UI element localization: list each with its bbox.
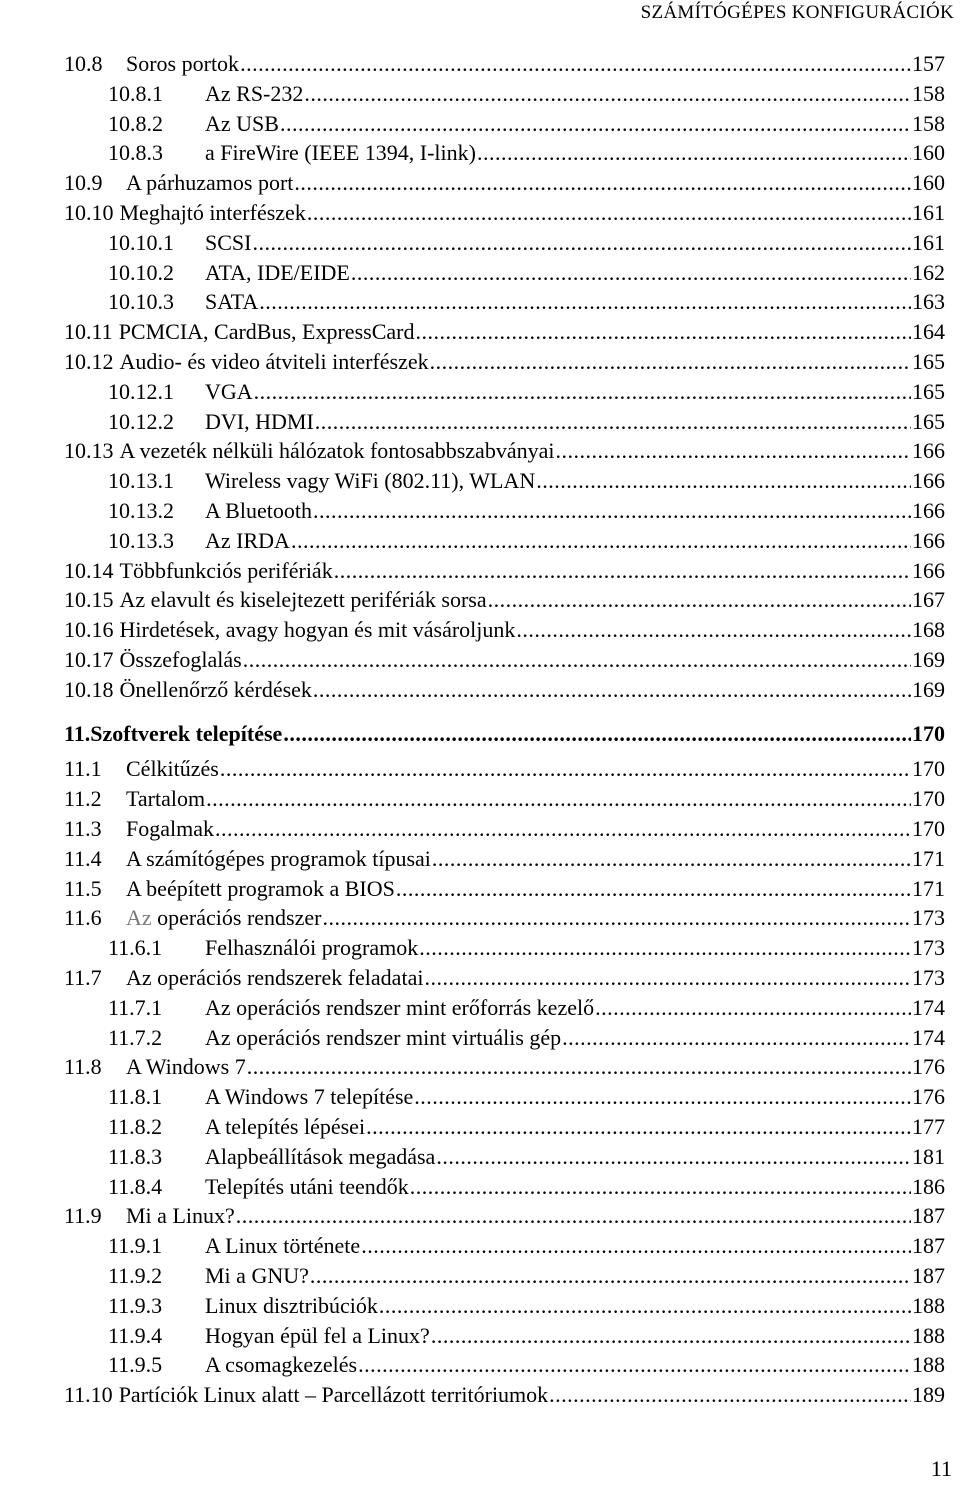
toc-number: 10.8	[64, 51, 103, 76]
running-header	[641, 2, 954, 24]
toc-page-number: 171	[912, 875, 945, 901]
toc-title: Mi a Linux?	[126, 1203, 235, 1229]
toc-number: 11.9.2	[108, 1263, 163, 1288]
toc-title	[126, 904, 321, 932]
toc-row[interactable]	[108, 139, 945, 167]
toc-row[interactable]	[108, 527, 945, 555]
toc-title-prefix: Az	[126, 905, 152, 931]
toc-title: A számítógépes programok típusai	[126, 845, 431, 871]
toc-leader-dots	[419, 934, 911, 962]
toc-number: 10.13.3	[108, 527, 174, 553]
toc-number: 11.8.3	[108, 1143, 163, 1169]
toc-page-number: 165	[912, 378, 945, 404]
toc-leader-dots	[358, 1351, 911, 1379]
toc-row[interactable]	[64, 1053, 945, 1081]
toc-row[interactable]	[108, 1113, 945, 1141]
toc-title: VGA	[205, 378, 253, 404]
toc-number: 11.7.1	[108, 994, 163, 1020]
toc-row[interactable]	[108, 378, 945, 406]
toc-title: A párhuzamos port	[126, 170, 294, 196]
toc-leader-dots	[310, 1262, 911, 1290]
toc-page-number: 158	[912, 80, 945, 106]
toc-page-number: 170	[912, 816, 945, 841]
toc-title: Wireless vagy WiFi (802.11), WLAN	[205, 468, 536, 494]
toc-title-text: operációs rendszer	[151, 905, 322, 931]
page-number: 11	[930, 1456, 952, 1481]
toc-page-number: 181	[912, 1143, 945, 1169]
toc-page-number: 189	[912, 1382, 945, 1408]
toc-leader-dots	[307, 199, 911, 227]
toc-page-number: 187	[912, 1203, 945, 1229]
toc-page-number: 161	[912, 200, 945, 225]
toc-chapter-row[interactable]	[64, 720, 945, 748]
toc-leader-dots	[436, 1143, 911, 1171]
toc-number: 10.14	[64, 557, 114, 583]
toc-title: Hogyan épül fel a Linux?	[205, 1322, 430, 1348]
toc-page-number: 174	[912, 994, 945, 1020]
toc-page-number: 170	[912, 756, 945, 782]
toc-title: Az operációs rendszer mint erőforrás kezelő	[205, 994, 595, 1020]
toc-page-number: 166	[912, 498, 945, 523]
toc-number: 11.9.5	[108, 1352, 163, 1378]
toc-number: 11.8.1	[108, 1084, 163, 1110]
toc-leader-dots	[536, 467, 911, 495]
toc-leader-dots	[430, 348, 911, 376]
toc-leader-dots	[432, 845, 911, 873]
toc-row[interactable]	[64, 646, 945, 674]
toc-number: 10.10.1	[108, 229, 174, 255]
toc-leader-dots	[283, 720, 911, 748]
toc-row[interactable]	[108, 934, 945, 962]
toc-leader-dots	[254, 378, 911, 406]
toc-page-number: 170	[912, 720, 945, 746]
toc-leader-dots	[315, 408, 911, 436]
toc-row[interactable]	[108, 288, 945, 316]
toc-page-number: 166	[912, 557, 945, 583]
toc-row[interactable]	[64, 348, 945, 376]
toc-number: 11.1	[64, 756, 102, 782]
toc-title: A csomagkezelés	[205, 1352, 358, 1378]
toc-leader-dots	[379, 1292, 911, 1320]
toc-number: 10.8.1	[108, 80, 163, 106]
toc-leader-dots	[280, 110, 911, 138]
toc-number: 11.8.2	[108, 1114, 163, 1139]
toc-number: 10.12.1	[108, 378, 174, 404]
toc-number: 10.11	[64, 319, 113, 345]
toc-title: A Bluetooth	[205, 498, 312, 523]
toc-row[interactable]	[64, 815, 945, 843]
toc-number: 10.13.1	[108, 468, 174, 494]
toc-row[interactable]	[64, 676, 945, 704]
toc-page-number: 165	[912, 349, 945, 374]
toc-page-number: 157	[912, 51, 945, 76]
toc-number: 11.3	[64, 816, 102, 841]
toc-row[interactable]	[64, 169, 945, 197]
toc-page-number: 188	[912, 1292, 945, 1318]
toc-leader-dots	[477, 139, 911, 167]
toc-number: 10.12	[64, 349, 114, 374]
toc-number: 11.4	[64, 845, 102, 871]
toc-number: 11.10	[64, 1382, 113, 1408]
toc-title: Többfunkciós perifériák	[119, 557, 333, 583]
toc-title: Tartalom	[126, 786, 206, 812]
toc-title: Célkitűzés	[126, 756, 219, 782]
toc-leader-dots	[424, 964, 911, 992]
toc-leader-dots	[243, 646, 911, 674]
toc-page-number: 173	[912, 935, 945, 961]
toc-leader-dots	[562, 1024, 911, 1052]
toc-number: 11.9.3	[108, 1292, 163, 1318]
toc-row[interactable]	[108, 1262, 945, 1290]
toc-leader-dots	[555, 437, 911, 465]
toc-page-number: 167	[912, 587, 945, 613]
toc-row[interactable]	[64, 964, 945, 992]
toc-title: SATA	[205, 289, 259, 315]
toc-title: A Linux története	[205, 1233, 361, 1259]
toc-page-number: 177	[912, 1114, 945, 1139]
toc-title: Az USB	[205, 110, 279, 136]
toc-number: 11.5	[64, 875, 102, 901]
toc-title: Az RS-232	[205, 80, 304, 106]
toc-row[interactable]	[108, 1351, 945, 1379]
toc-leader-dots	[313, 497, 911, 525]
toc-row[interactable]	[64, 785, 945, 813]
toc-leader-dots	[414, 1083, 911, 1111]
toc-page-number: 176	[912, 1084, 945, 1110]
toc-row[interactable]	[64, 586, 945, 614]
toc-title: Az operációs rendszerek feladatai	[126, 965, 424, 990]
toc-title: a FireWire (IEEE 1394, I-link)	[205, 140, 476, 166]
toc-leader-dots	[220, 755, 911, 783]
toc-leader-dots	[366, 1113, 911, 1141]
toc-page-number: 174	[912, 1024, 945, 1050]
running-title: SZÁMÍTÓGÉPES KONFIGURÁCIÓK	[640, 2, 954, 23]
toc-page-number: 160	[912, 170, 945, 196]
toc-title: A beépített programok a BIOS	[126, 875, 395, 901]
toc-leader-dots	[247, 1053, 911, 1081]
toc-title: Önellenőrző kérdések	[119, 676, 312, 702]
toc-leader-dots	[240, 50, 911, 78]
toc-title: ATA, IDE/EIDE	[205, 259, 350, 285]
toc-page-number: 187	[912, 1233, 945, 1259]
toc-leader-dots	[252, 229, 911, 257]
toc-leader-dots	[259, 288, 911, 316]
toc-leader-dots	[236, 1202, 911, 1230]
toc-number: 11.9	[64, 1203, 102, 1229]
toc-row[interactable]	[64, 318, 945, 346]
toc-row[interactable]	[108, 110, 945, 138]
toc-page-number: 173	[912, 965, 945, 990]
toc-number: 10.13	[64, 438, 114, 464]
toc-row[interactable]	[108, 1173, 945, 1201]
toc-row[interactable]	[64, 904, 945, 932]
toc-page-number: 166	[912, 438, 945, 464]
toc-row[interactable]	[64, 437, 945, 465]
toc-row[interactable]	[108, 1083, 945, 1111]
toc-row[interactable]	[64, 1381, 945, 1409]
toc-number: 10.15	[64, 587, 114, 613]
toc-number: 10.10.3	[108, 289, 174, 315]
toc-number: 11.	[64, 720, 91, 746]
toc-page-number: 168	[912, 617, 945, 643]
toc-row[interactable]	[64, 845, 945, 873]
toc-title: Az elavult és kiselejtezett perifériák sorsa	[119, 587, 487, 613]
toc-number: 10.17	[64, 647, 114, 672]
toc-number: 10.8.2	[108, 110, 163, 136]
toc-title: Soros portok	[126, 51, 240, 76]
toc-title: Alapbeállítások megadása	[205, 1143, 436, 1169]
toc-page-number: 188	[912, 1352, 945, 1378]
toc-title: Az operációs rendszer mint virtuális gép	[205, 1024, 562, 1050]
toc-row[interactable]	[108, 994, 945, 1022]
toc-leader-dots	[549, 1381, 911, 1409]
toc-title: A telepítés lépései	[205, 1114, 366, 1139]
toc-title: A vezeték nélküli hálózatok fontosabbszabványai	[119, 438, 555, 464]
toc-leader-dots	[431, 1322, 911, 1350]
toc-page-number: 158	[912, 110, 945, 136]
toc-row[interactable]	[64, 557, 945, 585]
toc-leader-dots	[313, 676, 911, 704]
toc-row[interactable]	[108, 1232, 945, 1260]
toc-page-number: 187	[912, 1263, 945, 1288]
toc-number: 10.18	[64, 676, 114, 702]
toc-title: Telepítés utáni teendők	[205, 1173, 409, 1199]
toc-number: 10.10	[64, 200, 114, 225]
toc-leader-dots	[410, 1173, 911, 1201]
toc-number: 11.7.2	[108, 1024, 163, 1050]
toc-page-number: 176	[912, 1054, 945, 1080]
toc-title: A Windows 7	[126, 1054, 246, 1080]
toc-page-number: 163	[912, 289, 945, 315]
toc-leader-dots	[361, 1232, 911, 1260]
toc-row[interactable]	[108, 497, 945, 525]
toc-number: 11.7	[64, 965, 102, 990]
toc-row[interactable]	[108, 467, 945, 495]
toc-title: Fogalmak	[126, 816, 214, 841]
toc-leader-dots	[322, 904, 911, 932]
toc-page-number: 160	[912, 140, 945, 166]
toc-title: A Windows 7 telepítése	[205, 1084, 414, 1110]
toc-leader-dots	[334, 557, 911, 585]
toc-title: DVI, HDMI	[205, 408, 314, 434]
toc-page-number: 164	[912, 319, 945, 345]
toc-page-number: 171	[912, 845, 945, 871]
toc-title: PCMCIA, CardBus, ExpressCard	[118, 319, 415, 345]
toc-page-number: 166	[912, 468, 945, 494]
toc-page-number: 161	[912, 229, 945, 255]
toc-title: Az IRDA	[205, 527, 290, 553]
toc-page-number: 170	[912, 786, 945, 812]
toc-title: Mi a GNU?	[205, 1263, 309, 1288]
toc-leader-dots	[215, 815, 911, 843]
toc-title: Összefoglalás	[119, 647, 242, 672]
toc-leader-dots	[294, 169, 911, 197]
toc-row[interactable]	[108, 1292, 945, 1320]
toc-number: 10.16	[64, 617, 114, 643]
toc-title: Szoftverek telepítése	[90, 720, 283, 746]
toc-page-number: 188	[912, 1322, 945, 1348]
toc-row[interactable]	[64, 199, 945, 227]
toc-number: 11.6	[64, 905, 102, 931]
toc-title: Meghajtó interfészek	[119, 200, 306, 225]
toc-row[interactable]	[64, 616, 945, 644]
toc-row[interactable]	[64, 50, 945, 78]
toc-leader-dots	[516, 616, 911, 644]
toc-number: 11.8	[64, 1054, 102, 1080]
toc-leader-dots	[415, 318, 911, 346]
toc-number: 10.8.3	[108, 140, 163, 166]
toc-leader-dots	[206, 785, 911, 813]
toc-leader-dots	[304, 80, 911, 108]
toc-title: SCSI	[205, 229, 252, 255]
toc-row[interactable]	[108, 259, 945, 287]
toc-row[interactable]	[64, 1202, 945, 1230]
toc-page-number: 166	[912, 527, 945, 553]
toc-title: Audio- és video átviteli interfészek	[119, 349, 429, 374]
toc-leader-dots	[595, 994, 911, 1022]
toc-number: 10.10.2	[108, 259, 174, 285]
toc-row[interactable]	[108, 80, 945, 108]
toc-number: 10.12.2	[108, 408, 174, 434]
toc-number: 11.9.4	[108, 1322, 163, 1348]
toc-title: Felhasználói programok	[205, 935, 419, 961]
toc-row[interactable]	[108, 1143, 945, 1171]
toc-number: 10.9	[64, 170, 103, 196]
toc-page-number: 173	[912, 905, 945, 931]
toc-page-number: 169	[912, 676, 945, 702]
toc-page-number: 186	[912, 1173, 945, 1199]
toc-number: 11.2	[64, 786, 102, 812]
toc-number: 11.8.4	[108, 1173, 163, 1199]
toc-number: 10.13.2	[108, 498, 174, 523]
toc-page-number: 162	[912, 259, 945, 285]
toc-leader-dots	[351, 259, 911, 287]
toc-page-number: 169	[912, 647, 945, 672]
toc-leader-dots	[396, 875, 911, 903]
toc-row[interactable]	[64, 755, 945, 783]
toc-row[interactable]	[108, 408, 945, 436]
toc-row[interactable]	[108, 1024, 945, 1052]
toc-number: 11.9.1	[108, 1233, 163, 1259]
toc-number: 11.6.1	[108, 935, 163, 961]
toc-row[interactable]	[108, 1322, 945, 1350]
toc-title: Linux disztribúciók	[205, 1292, 378, 1318]
toc-title: Hirdetések, avagy hogyan és mit vásároljunk	[119, 617, 516, 643]
toc-title: Partíciók Linux alatt – Parcellázott territóriumok	[118, 1382, 549, 1408]
toc-leader-dots	[488, 586, 911, 614]
toc-leader-dots	[291, 527, 911, 555]
toc-row[interactable]	[108, 229, 945, 257]
toc-row[interactable]	[64, 875, 945, 903]
toc-page-number: 165	[912, 408, 945, 434]
